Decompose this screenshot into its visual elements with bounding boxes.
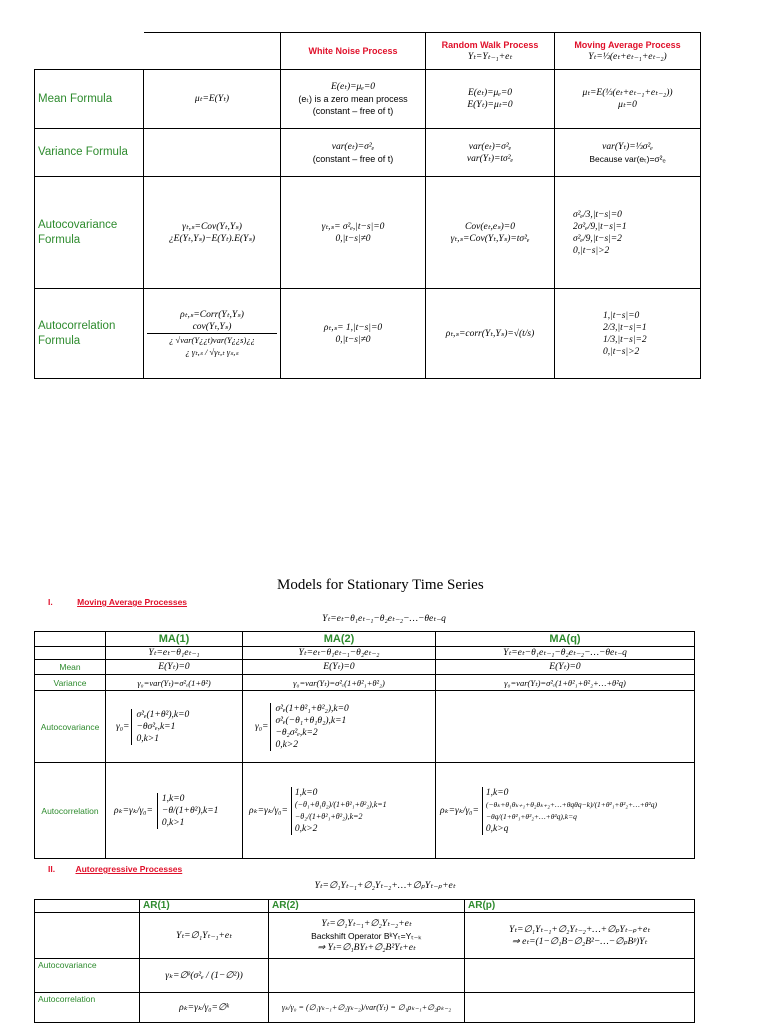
maq-autocorrelation: ρₖ=γₖ/γ₀= 1,k=0 (−θₖ+θ₁θₖ₊₁+θ₂θₖ₊₂+…+θqθq−k)/(1+θ²₁+θ²₂+…+θ²q) −θq/(1+θ²₁+θ²₂+…+θ²q),k=q 0,k>q xyxy=(436,763,695,859)
maq-autocovariance xyxy=(436,691,695,763)
ma1-variance: γ₀=var(Yₜ)=σ²ₑ(1+θ²) xyxy=(106,675,243,691)
arp-autocovariance xyxy=(465,959,695,993)
autocorr-general: ρₜ,ₛ=Corr(Yₜ,Yₛ) cov(Yₜ,Yₛ) ¿ √var(Y¿¿t)var(Y¿¿s)¿¿ ¿ γₜ,ₛ / √γₜ,ₜ γₛ,ₛ xyxy=(144,289,281,379)
mean-moving-average: μₜ=E(⅓(eₜ+eₜ₋₁+eₜ₋₂)) μₜ=0 xyxy=(555,70,701,129)
ma1-autocorrelation: ρₖ=γₖ/γ₀= 1,k=0 −θ/(1+θ²),k=1 0,k>1 xyxy=(106,763,243,859)
variance-moving-average: var(Yₜ)=⅓σ²ₑ Because var(eₜ)=σ²ₑ xyxy=(555,129,701,177)
autocorr-moving-average: 1,|t−s|=0 2/3,|t−s|=1 1/3,|t−s|=2 0,|t−s|>2 xyxy=(555,289,701,379)
ma2-autocovariance: γ₀= σ²ₑ(1+θ²₁+θ²₂),k=0 σ²ₑ(−θ₁+θ₁θ₂),k=1 −θ₂σ²ₑ,k=2 0,k>2 xyxy=(243,691,436,763)
col-ma1: MA(1) xyxy=(106,632,243,647)
ma2-autocorrelation: ρₖ=γₖ/γ₀= 1,k=0 (−θ₁+θ₁θ₂)/(1+θ²₁+θ²₂),k=1 −θ₂/(1+θ²₁+θ²₂),k=2 0,k>2 xyxy=(243,763,436,859)
row-label-ar-autocovariance: Autocovariance xyxy=(35,959,140,993)
autocov-white-noise: γₜ,ₛ= σ²ₑ,|t−s|=0 0,|t−s|≠0 xyxy=(281,177,426,289)
ar1-model: Yₜ=∅₁Yₜ₋₁+eₜ xyxy=(140,913,269,959)
autocorr-white-noise: ρₜ,ₛ= 1,|t−s|=0 0,|t−s|≠0 xyxy=(281,289,426,379)
row-label-ma-variance: Variance xyxy=(35,675,106,691)
col-ma2: MA(2) xyxy=(243,632,436,647)
col-maq: MA(q) xyxy=(436,632,695,647)
process-comparison-table xyxy=(34,32,701,379)
ma1-equation: Yₜ=eₜ−θ₁eₜ₋₁ xyxy=(106,647,243,660)
row-label-mean: Mean Formula xyxy=(35,70,144,129)
maq-mean: E(Yₜ)=0 xyxy=(436,660,695,675)
ar1-autocorrelation: ρₖ=γₖ/γ₀=∅ᵏ xyxy=(140,993,269,1023)
arp-autocorrelation xyxy=(465,993,695,1023)
autocov-random-walk: Cov(eₜ,eₛ)=0 γₜ,ₛ=Cov(Yₜ,Yₛ)=tσ²ₑ xyxy=(426,177,555,289)
ar-general-equation: Yₜ=∅₁Yₜ₋₁+∅₂Yₜ₋₂+…+∅ₚYₜ₋ₚ+eₜ xyxy=(314,881,456,891)
ar2-model: Yₜ=∅₁Yₜ₋₁+∅₂Yₜ₋₂+eₜ Backshift Operator BᵏYₜ=Yₜ₋ₖ ⇒ Yₜ=∅₁BYₜ+∅₂B²Yₜ+eₜ xyxy=(269,913,465,959)
ma2-variance: γ₀=var(Yₜ)=σ²ₑ(1+θ²₁+θ²₂) xyxy=(243,675,436,691)
page-title: Models for Stationary Time Series xyxy=(277,577,484,593)
ma-general-equation: Yₜ=eₜ−θ₁eₜ₋₁−θ₂eₜ₋₂−…−θeₜ₋q xyxy=(322,614,446,624)
ma2-equation: Yₜ=eₜ−θ₁eₜ₋₁−θ₂eₜ₋₂ xyxy=(243,647,436,660)
autocov-general: γₜ,ₛ=Cov(Yₜ,Yₛ) ¿E(Yₜ,Yₛ)−E(Yₜ).E(Yₛ) xyxy=(144,177,281,289)
col-arp: AR(p) xyxy=(465,900,695,913)
row-label-ma-autocovariance: Autocovariance xyxy=(35,691,106,763)
ma1-autocovariance: γ₀= σ²ₑ(1+θ²),k=0 −θσ²ₑ,k=1 0,k>1 xyxy=(106,691,243,763)
header-random-walk: Random Walk Process Yₜ=Yₜ₋₁+eₜ xyxy=(426,33,555,70)
ma-table xyxy=(34,631,695,859)
ar2-autocovariance xyxy=(269,959,465,993)
variance-random-walk: var(eₜ)=σ²ₑ var(Yₜ)=tσ²ₑ xyxy=(426,129,555,177)
row-label-ma-autocorrelation: Autocorrelation xyxy=(35,763,106,859)
row-label-variance: Variance Formula xyxy=(35,129,144,177)
header-white-noise: White Noise Process xyxy=(281,33,426,70)
mean-white-noise: E(eₜ)=μₑ=0 (eₜ) is a zero mean process (constant – free of t) xyxy=(281,70,426,129)
ar1-autocovariance: γₖ=∅ᵏ(σ²ₑ / (1−∅²)) xyxy=(140,959,269,993)
mean-random-walk: E(eₜ)=μₑ=0 E(Yₜ)=μₜ=0 xyxy=(426,70,555,129)
ar-table xyxy=(34,899,695,1023)
autocov-moving-average: σ²ₑ/3,|t−s|=0 2σ²ₑ/9,|t−s|=1 σ²ₑ/9,|t−s|=2 0,|t−s|>2 xyxy=(555,177,701,289)
row-label-ma-mean: Mean xyxy=(35,660,106,675)
row-label-autocovariance: Autocovariance Formula xyxy=(35,177,144,289)
maq-variance: γ₀=var(Yₜ)=σ²ₑ(1+θ²₁+θ²₂+…+θ²q) xyxy=(436,675,695,691)
maq-equation: Yₜ=eₜ−θ₁eₜ₋₁−θ₂eₜ₋₂−…−θeₜ₋q xyxy=(436,647,695,660)
variance-general xyxy=(144,129,281,177)
variance-white-noise: var(eₜ)=σ²ₑ (constant – free of t) xyxy=(281,129,426,177)
ma1-mean: E(Yₜ)=0 xyxy=(106,660,243,675)
arp-model: Yₜ=∅₁Yₜ₋₁+∅₂Yₜ₋₂+…+∅ₚYₜ₋ₚ+eₜ ⇒ eₜ=(1−∅₁B−∅₂B²−…−∅ₚBᵖ)Yₜ xyxy=(465,913,695,959)
row-label-ar-autocorrelation: Autocorrelation xyxy=(35,993,140,1023)
section-heading-ar: II. Autoregressive Processes xyxy=(48,864,183,874)
mean-general: μₜ=E(Yₜ) xyxy=(144,70,281,129)
col-ar2: AR(2) xyxy=(269,900,465,913)
col-ar1: AR(1) xyxy=(140,900,269,913)
section-heading-ma: I. Moving Average Processes xyxy=(48,597,188,607)
header-moving-average: Moving Average Process Yₜ=⅓(eₜ+eₜ₋₁+eₜ₋₂) xyxy=(555,33,701,70)
ar2-autocorrelation: γₖ/γ₀ = (∅₁γₖ₋₁+∅₂γₖ₋₂)/var(Yₜ) = ∅₁ρₖ₋₁+∅₂ρₖ₋₂ xyxy=(269,993,465,1023)
autocorr-random-walk: ρₜ,ₛ=corr(Yₜ,Yₛ)=√(t/s) xyxy=(426,289,555,379)
ma2-mean: E(Yₜ)=0 xyxy=(243,660,436,675)
row-label-autocorrelation: Autocorrelation Formula xyxy=(35,289,144,379)
